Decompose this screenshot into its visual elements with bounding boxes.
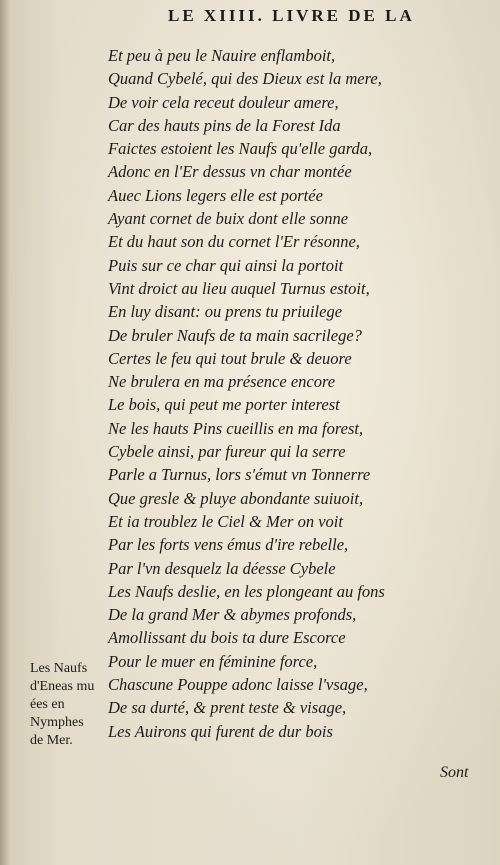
verse-line: Et ia troublez le Ciel & Mer on voit: [108, 511, 343, 531]
margin-note: [30, 660, 112, 750]
page-gutter-shadow: [0, 0, 10, 865]
running-header: LE XIIII. LIVRE DE LA: [168, 6, 415, 25]
verse-line: Le bois, qui peut me porter interest: [108, 395, 340, 415]
verse-line: Les Naufs deslie, en les plongeant au fons: [108, 581, 385, 601]
verse-line: Ne brulera en ma présence encore: [108, 372, 336, 392]
verse-line: Auec Lions legers elle est portée: [108, 185, 323, 205]
catchword: Sont: [440, 764, 469, 781]
verse-line: Adonc en l'Er dessus vn char montée: [108, 162, 352, 182]
verse-line: Vint droict au lieu auquel Turnus estoit,: [108, 278, 370, 298]
verse-block: [108, 44, 428, 743]
margin-note-line: de Mer.: [30, 733, 73, 748]
verse-line: Puis sur ce char qui ainsi la portoit: [108, 255, 344, 275]
verse-line: Par l'vn desquelz la déesse Cybele: [108, 558, 336, 578]
verse-line: Parle a Turnus, lors s'émut vn Tonnerre: [108, 465, 371, 485]
verse-line: De voir cela receut douleur amere,: [108, 92, 339, 112]
verse-line: Faictes estoient les Naufs qu'elle garda,: [108, 139, 373, 159]
verse-line: Chascune Pouppe adonc laisse l'vsage,: [108, 675, 368, 695]
verse-line: Ayant cornet de buix dont elle sonne: [108, 209, 349, 229]
verse-line: Et peu à peu le Nauire enflamboit,: [108, 46, 336, 65]
margin-note-line: ées en: [30, 697, 65, 712]
verse-line: Pour le muer en féminine force,: [108, 651, 318, 671]
verse-line: De bruler Naufs de ta main sacrilege?: [108, 325, 362, 345]
verse-line: Et du haut son du cornet l'Er résonne,: [108, 232, 360, 252]
margin-note-line: Nymphes: [30, 715, 84, 730]
verse-line: De la grand Mer & abymes profonds,: [108, 605, 357, 625]
verse-line: Quand Cybelé, qui des Dieux est la mere,: [108, 69, 382, 89]
verse-line: En luy disant: ou prens tu priuilege: [108, 302, 343, 322]
verse-line: Que gresle & pluye abondante suiuoit,: [108, 488, 364, 508]
verse-line: De sa durté, & prent teste & visage,: [108, 698, 347, 718]
verse-line: Par les forts vens émus d'ire rebelle,: [108, 535, 349, 555]
margin-note-line: Les Naufs: [30, 661, 88, 676]
margin-note-line: d'Eneas mu: [30, 679, 95, 694]
verse-line: Car des hauts pins de la Forest Ida: [108, 115, 341, 135]
verse-line: Amollissant du bois ta dure Escorce: [108, 628, 346, 648]
verse-line: Certes le feu qui tout brule & deuore: [108, 348, 352, 368]
verse-line: Les Auirons qui furent de dur bois: [108, 721, 333, 741]
verse-line: Cybele ainsi, par fureur qui la serre: [108, 442, 346, 462]
verse-line: Ne les hauts Pins cueillis en ma forest,: [108, 418, 364, 438]
